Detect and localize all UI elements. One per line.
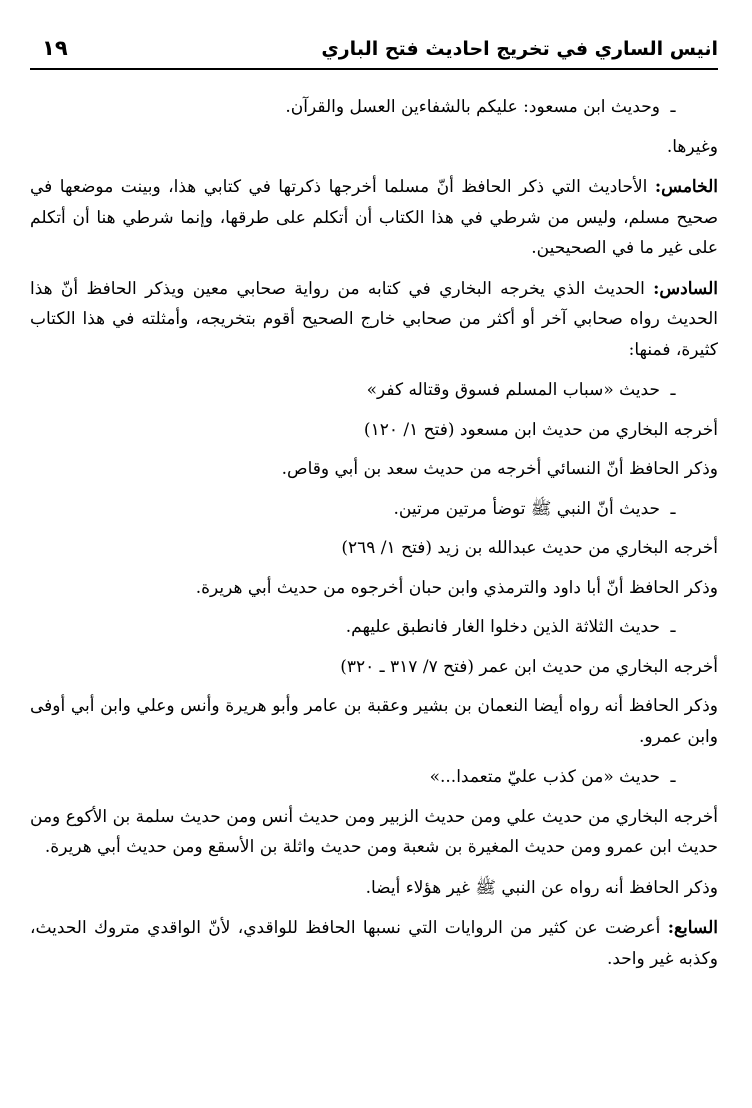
list-dash: ـ	[670, 617, 676, 637]
page-number: ١٩	[42, 36, 68, 60]
list-item-wudu	[30, 494, 718, 525]
list-item-kadhaba	[30, 762, 718, 793]
list-item-cave	[30, 612, 718, 643]
section-fifth	[30, 172, 718, 264]
section-heading: السابع:	[667, 918, 718, 938]
paragraph: وذكر الحافظ أنّ النسائي أخرجه من حديث سعد بن أبي وقاص.	[281, 459, 718, 479]
list-dash: ـ	[670, 380, 676, 400]
paragraph: وذكر الحافظ أنه رواه أيضا النعمان بن بشير وعقبة بن عامر وأبو هريرة وأنس وعلي وابن أبي أوفى وابن عمرو.	[30, 696, 718, 747]
list-item-text: حديث «من كذب عليّ متعمدا...»	[429, 767, 660, 787]
list-item-ibn-masud	[30, 92, 718, 123]
book-title: انيس الساري في تخريج احاديث فتح الباري	[321, 38, 718, 60]
list-dash: ـ	[670, 767, 676, 787]
paragraph: وغيرها.	[666, 136, 718, 157]
running-header	[30, 34, 718, 70]
list-dash: ـ	[670, 498, 676, 519]
paragraph: أخرجه البخاري من حديث عبدالله بن زيد (فتح ١/ ٢٦٩)	[341, 538, 718, 558]
list-item-text: حديث أنّ النبي ﷺ توضأ مرتين مرتين.	[393, 498, 660, 519]
paragraph: أخرجه البخاري من حديث ابن مسعود (فتح ١/ ١٢٠)	[363, 419, 718, 440]
list-item-text: وحديث ابن مسعود: عليكم بالشفاءين العسل والقرآن.	[285, 97, 660, 117]
section-heading: السادس:	[653, 278, 718, 299]
section-text: الأحاديث التي ذكر الحافظ أنّ مسلما أخرجها ذكرتها في كتابي هذا، وبينت موضعها في صحيح مسلم، وليس من شرطي في هذا الكتاب أن أتكلم على طرقها، وإنما شرطي هنا أن أتكلم على غير ما في الصحيحين.	[30, 177, 718, 258]
section-text: الحديث الذي يخرجه البخاري في كتابه من رواية صحابي معين ويذكر الحافظ أنّ هذا الحديث رواه صحابي آخر أو أكثر من صحابي خارج الصحيح أقوم بتخريجه، وأمثلته في هذا الكتاب كثيرة، فمنها:	[30, 278, 718, 360]
section-seventh	[30, 913, 718, 974]
list-item-text: حديث الثلاثة الذين دخلوا الغار فانطبق عليهم.	[345, 617, 660, 637]
list-item-sibab	[30, 375, 718, 406]
paragraph: أخرجه البخاري من حديث علي ومن حديث الزبير ومن حديث أنس ومن حديث سلمة بن الأكوع ومن حديث ابن عمرو ومن حديث المغيرة بن شعبة ومن حديث واثلة بن الأسقع ومن حديث أبي هريرة.	[30, 806, 718, 857]
section-text: أعرضت عن كثير من الروايات التي نسبها الحافظ للواقدي، لأنّ الواقدي متروك الحديث، وكذبه غير واحد.	[30, 918, 718, 969]
list-item-text: حديث «سباب المسلم فسوق وقتاله كفر»	[366, 380, 660, 400]
section-sixth	[30, 274, 718, 366]
paragraph: وذكر الحافظ أنّ أبا داود والترمذي وابن حبان أخرجوه من حديث أبي هريرة.	[195, 577, 718, 598]
paragraph: وذكر الحافظ أنه رواه عن النبي ﷺ غير هؤلاء أيضا.	[365, 877, 718, 898]
list-dash: ـ	[670, 97, 676, 117]
paragraph: أخرجه البخاري من حديث ابن عمر (فتح ٧/ ٣١٧ ـ ٣٢٠)	[340, 656, 718, 677]
page-body	[30, 92, 718, 984]
section-heading: الخامس:	[654, 177, 718, 197]
book-page	[30, 34, 718, 1084]
